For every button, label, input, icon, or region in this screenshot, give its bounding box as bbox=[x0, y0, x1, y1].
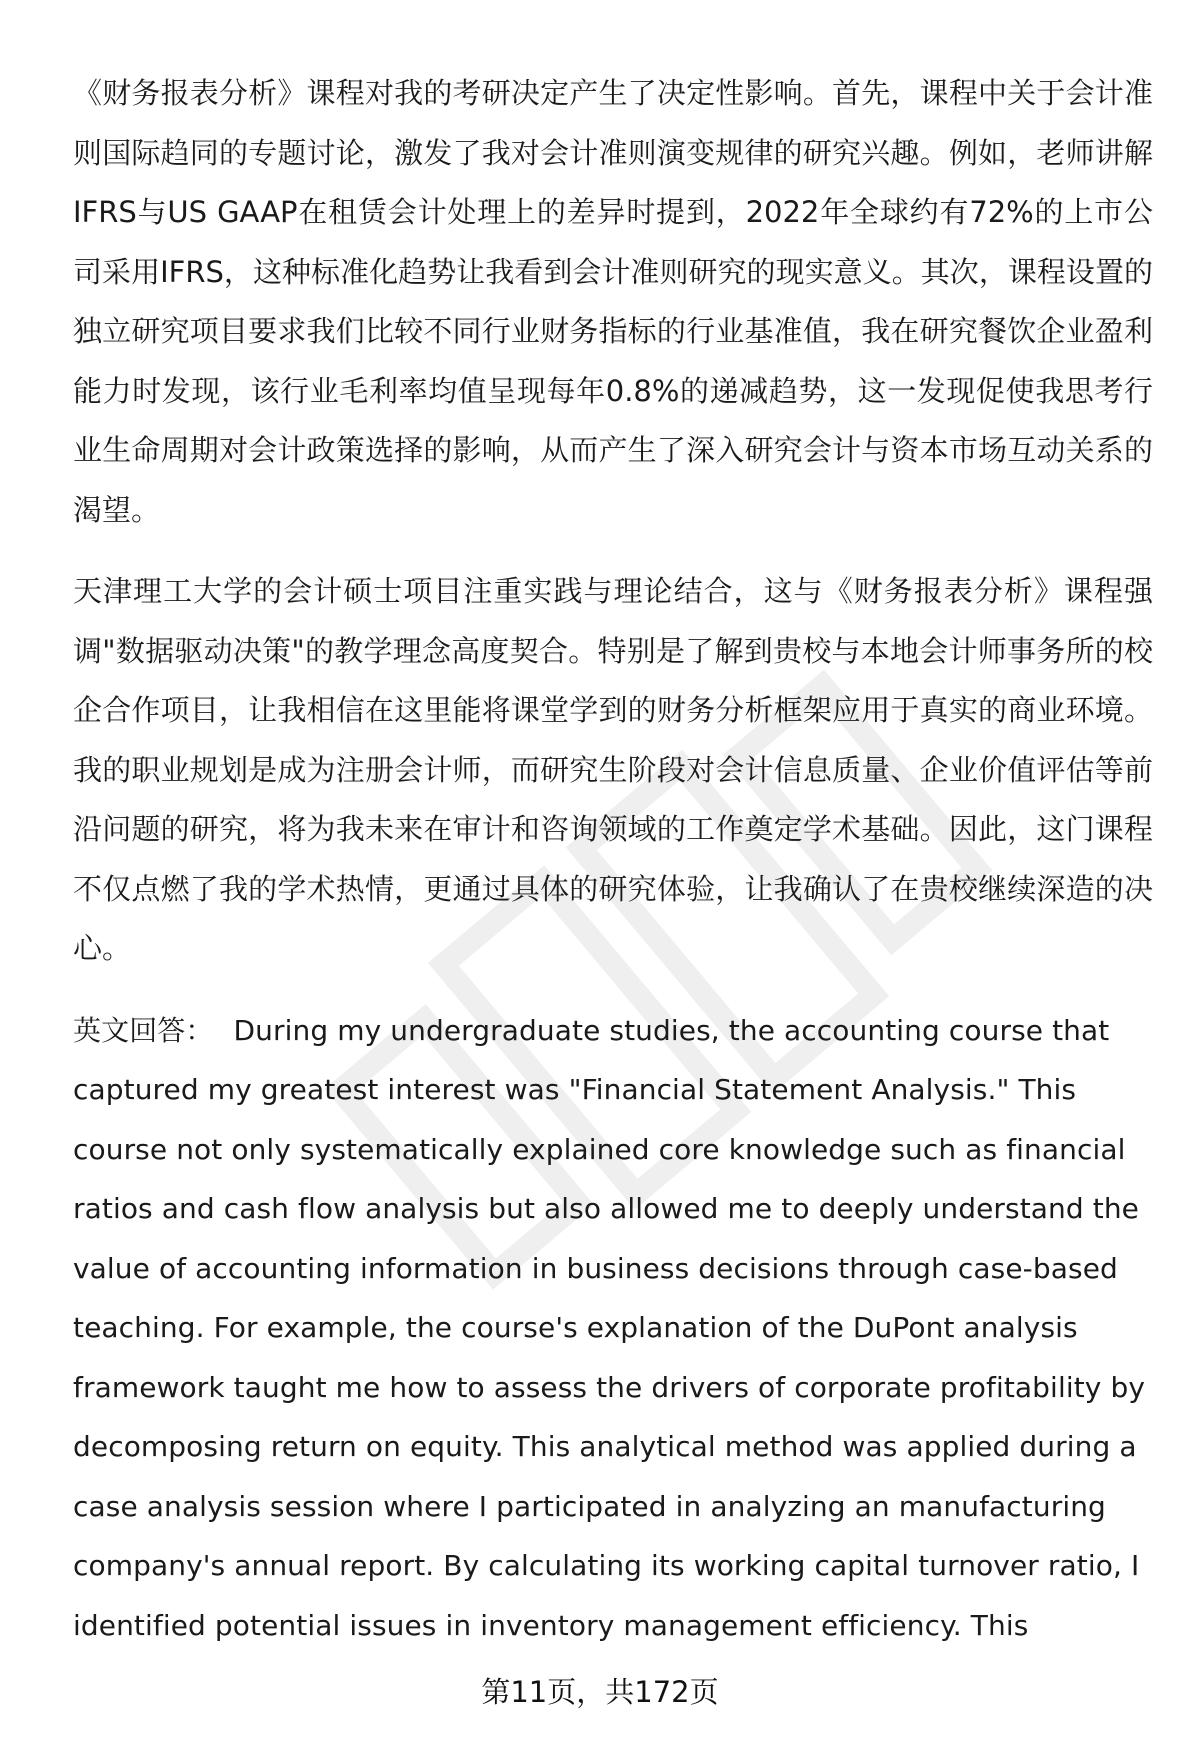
document-body bbox=[73, 64, 1153, 1677]
english-answer-label: 英文回答： bbox=[73, 1013, 214, 1047]
paragraph-program-fit: 天津理工大学的会计硕士项目注重实践与理论结合，这与《财务报表分析》课程强调"数据驱动决策"的教学理念高度契合。特别是了解到贵校与本地会计师事务所的校企合作项目，让我相信在这里能将课堂学到的财务分析框架应用于真实的商业环境。我的职业规划是成为注册会计师，而研究生阶段对会计信息质量、企业价值评估等前沿问题的研究，将为我未来在审计和咨询领域的工作奠定学术基础。因此，这门课程不仅点燃了我的学术热情，更通过具体的研究体验，让我确认了在贵校继续深造的决心。 bbox=[73, 574, 1153, 965]
page-number: 第11页，共172页 bbox=[481, 1675, 719, 1709]
paragraph-course-influence: 《财务报表分析》课程对我的考研决定产生了决定性影响。首先，课程中关于会计准则国际趋同的专题讨论，激发了我对会计准则演变规律的研究兴趣。例如，老师讲解IFRS与US GAAP在租赁会计处理上的差异时提到，2022年全球约有72%的上市公司采用IFRS，这种标准化趋势让我看到会计准则研究的现实意义。其次，课程设置的独立研究项目要求我们比较不同行业财务指标的行业基准值，我在研究餐饮企业盈利能力时发现，该行业毛利率均值呈现每年0.8%的递减趋势，这一发现促使我思考行业生命周期对会计政策选择的影响，从而产生了深入研究会计与资本市场互动关系的渴望。 bbox=[73, 76, 1153, 527]
paragraph-english-answer bbox=[73, 1001, 1153, 1656]
english-answer-text: During my undergraduate studies, the accounting course that captured my greatest interest was "Financial Statement Analysis." This course not only systematically explained core knowledge such as financial ratios and cash flow analysis but also allowed me to deeply understand the value of accounting information in business decisions through case-based teaching. For example, the course's explanation of the DuPont analysis framework taught me how to assess the drivers of corporate profitability by decomposing return on equity. This analytical method was applied during a case analysis session where I participated in analyzing an manufacturing company's annual report. By calculating its working capital turnover ratio, I identified potential issues in inventory management efficiency. This bbox=[73, 1013, 1145, 1642]
